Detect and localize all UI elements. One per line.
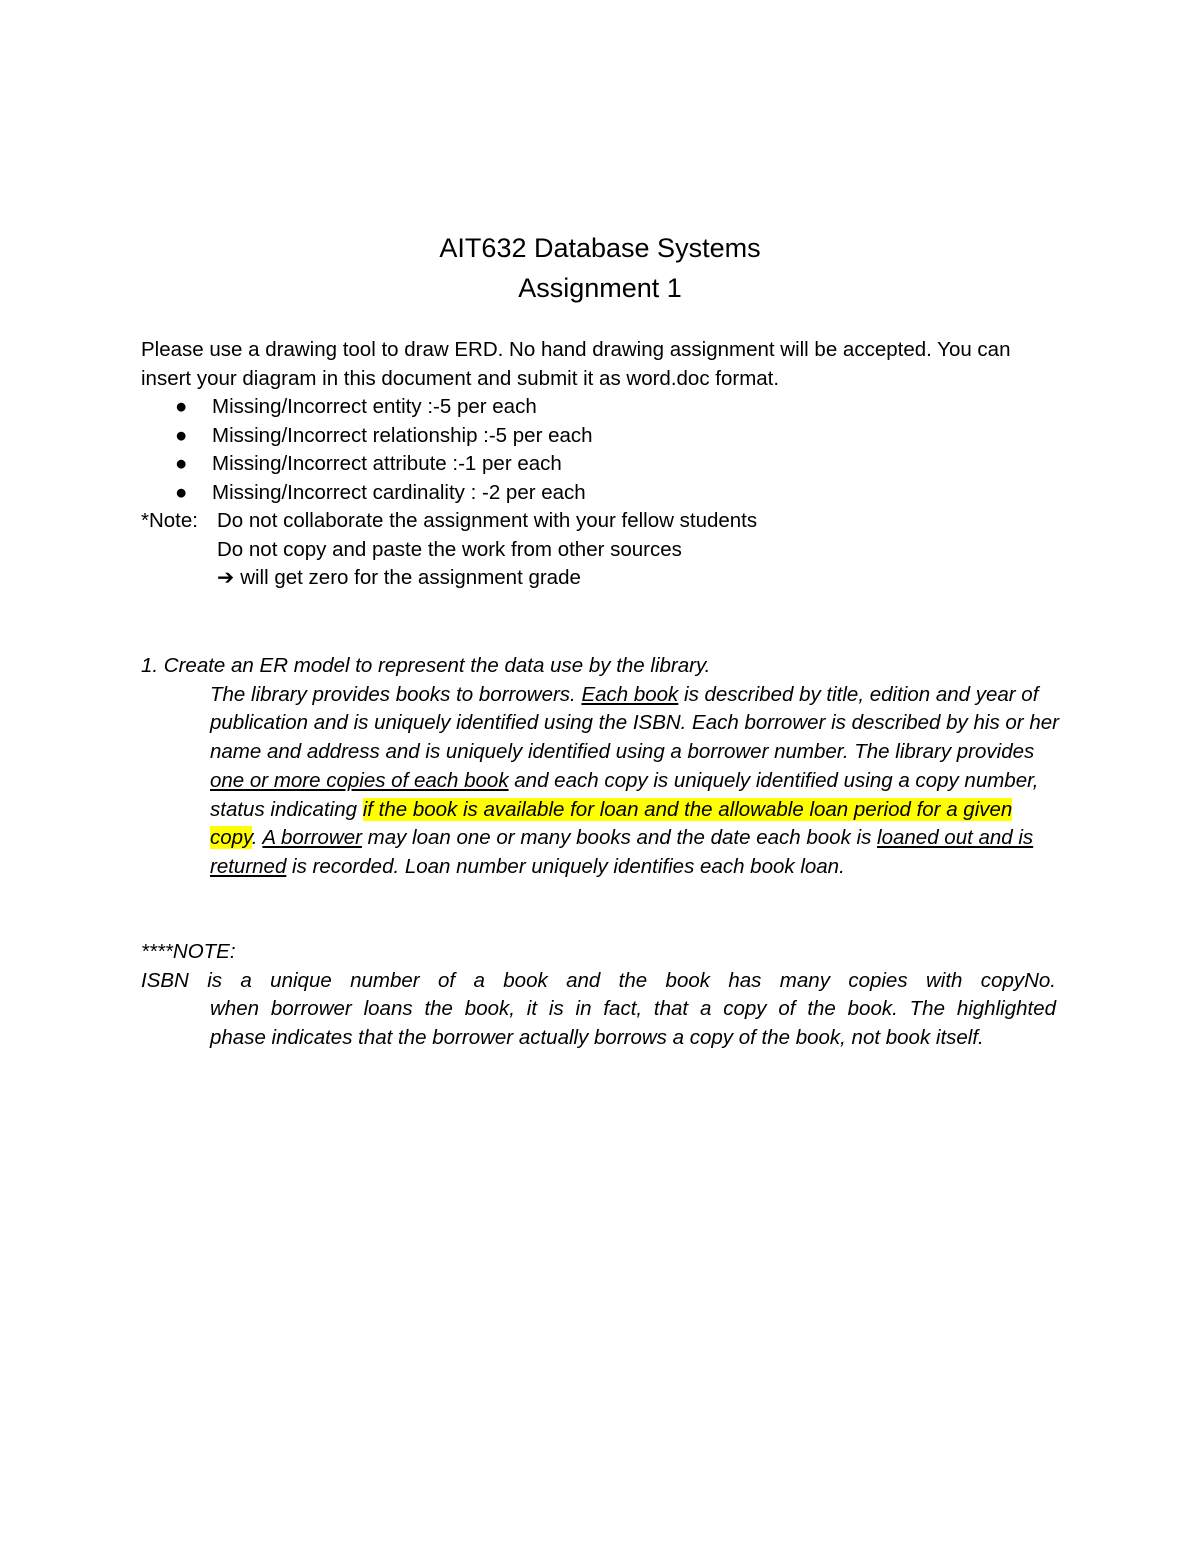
instructions-section [141, 336, 1061, 593]
list-item: ● Missing/Incorrect attribute :-1 per each [141, 450, 1061, 479]
list-item: ● Missing/Incorrect relationship :-5 per each [141, 422, 1061, 451]
note-consequence: ➔ will get zero for the assignment grade [141, 564, 1061, 593]
underlined-phrase: loaned out and is returned [210, 826, 1034, 878]
instructions-text: Please use a drawing tool to draw ERD. No hand drawing assignment will be accepted. You can insert your diagram in this document and submit it as word.doc format. [141, 338, 1011, 390]
grading-list [141, 393, 1061, 507]
note-row [141, 507, 1061, 536]
question-section [141, 652, 1061, 882]
note-line: ISBN is a unique number of a book and the book has many copies with copyNo. [141, 968, 1056, 992]
bullet-icon: ● [175, 423, 188, 447]
note-line: Do not collaborate the assignment with your fellow students [217, 509, 758, 532]
list-item: ● Missing/Incorrect entity :-5 per each [141, 393, 1061, 422]
highlighted-phrase: if the book is available for loan and the allowable loan period for a given copy [210, 797, 1013, 850]
note-label: *Note: [141, 509, 198, 532]
clarification-note [141, 938, 1056, 1053]
bullet-icon: ● [175, 395, 188, 418]
arrow-right-icon: ➔ [217, 566, 235, 589]
underlined-phrase: A borrower [262, 826, 362, 850]
document-subtitle: Assignment 1 [518, 273, 682, 303]
note-line: phase indicates that the borrower actually borrows a copy of the book, not book itself. [210, 1026, 984, 1050]
underlined-phrase: one or more copies of each book [210, 768, 509, 792]
question-body: The library provides books to borrowers. Each book is described by title, edition and year of publication and is uniquely identified using the ISBN. Each borrower is described by his or her name and address and is uniquely identified using a borrower number. The library provides one or more copies of each book and each copy is uniquely identified using a copy number, status indicating if the book is available for loan and the allowable loan period for a given copy. A borrower may loan one or many books and the date each book is loaned out and is returned is recorded. Loan number uniquely identifies each book loan. [210, 682, 1059, 878]
underlined-phrase: Each book [581, 682, 679, 706]
bullet-icon: ● [175, 480, 188, 504]
note-line: Do not copy and paste the work from other sources [217, 537, 682, 561]
bullet-icon: ● [175, 452, 188, 475]
document-title: AIT632 Database Systems [439, 233, 761, 263]
list-item: ● Missing/Incorrect cardinality : -2 per each [141, 479, 1061, 508]
note-heading: ****NOTE: [141, 940, 236, 963]
question-heading: 1. Create an ER model to represent the data use by the library. [141, 654, 711, 677]
note-line: when borrower loans the book, it is in fact, that a copy of the book. The highlighted [210, 997, 1056, 1021]
title-block [0, 228, 1200, 308]
